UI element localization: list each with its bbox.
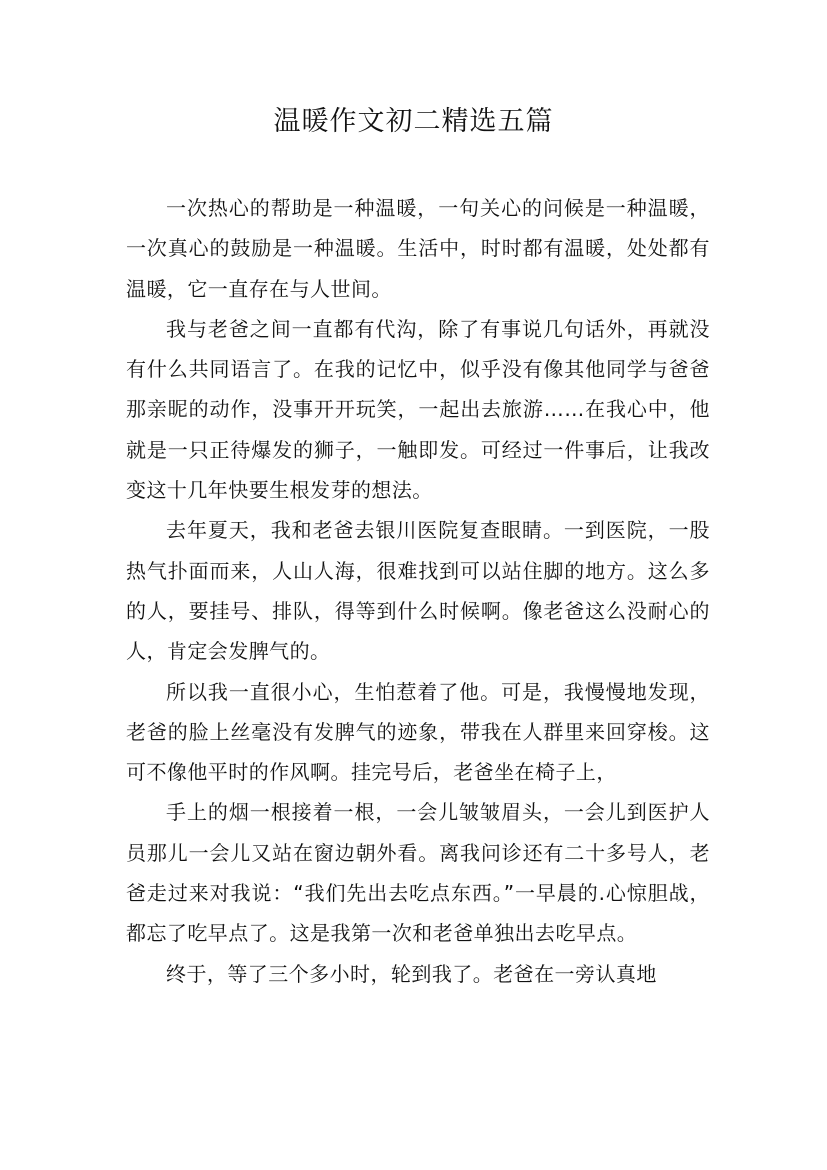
paragraph-5: 手上的烟一根接着一根，一会儿皱皱眉头，一会儿到医护人员那儿一会儿又站在窗边朝外看。离我问诊还有二十多号人，老爸走过来对我说：“我们先出去吃点东西。”一早晨的.心惊胆战，都忘了吃早点了。这是我第一次和老爸单独出去吃早点。 <box>126 800 710 946</box>
document-title: 温暖作文初二精选五篇 <box>273 106 554 137</box>
paragraph-6: 终于，等了三个多小时，轮到我了。老爸在一旁认真地 <box>166 961 657 986</box>
paragraph-2: 我与老爸之间一直都有代沟，除了有事说几句话外，再就没有什么共同语言了。在我的记忆中，似乎没有像其他同学与爸爸那亲昵的动作，没事开开玩笑，一起出去旅游……在我心中，他就是一只正待爆发的狮子，一触即发。可经过一件事后，让我改变这十几年快要生根发芽的想法。 <box>126 316 710 503</box>
paragraph-4: 所以我一直很小心，生怕惹着了他。可是，我慢慢地发现，老爸的脸上丝毫没有发脾气的迹象，带我在人群里来回穿梭。这可不像他平时的作风啊。挂完号后，老爸坐在椅子上， <box>126 679 710 785</box>
paragraph-3: 去年夏天，我和老爸去银川医院复查眼睛。一到医院，一股热气扑面而来，人山人海，很难找到可以站住脚的地方。这么多的人，要挂号、排队，得等到什么时候啊。像老爸这么没耐心的人，肯定会发脾气的。 <box>126 518 710 664</box>
paragraph-1: 一次热心的帮助是一种温暖，一句关心的问候是一种温暖，一次真心的鼓励是一种温暖。生活中，时时都有温暖，处处都有温暖，它一直存在与人世间。 <box>126 196 710 301</box>
document-body <box>126 188 710 994</box>
